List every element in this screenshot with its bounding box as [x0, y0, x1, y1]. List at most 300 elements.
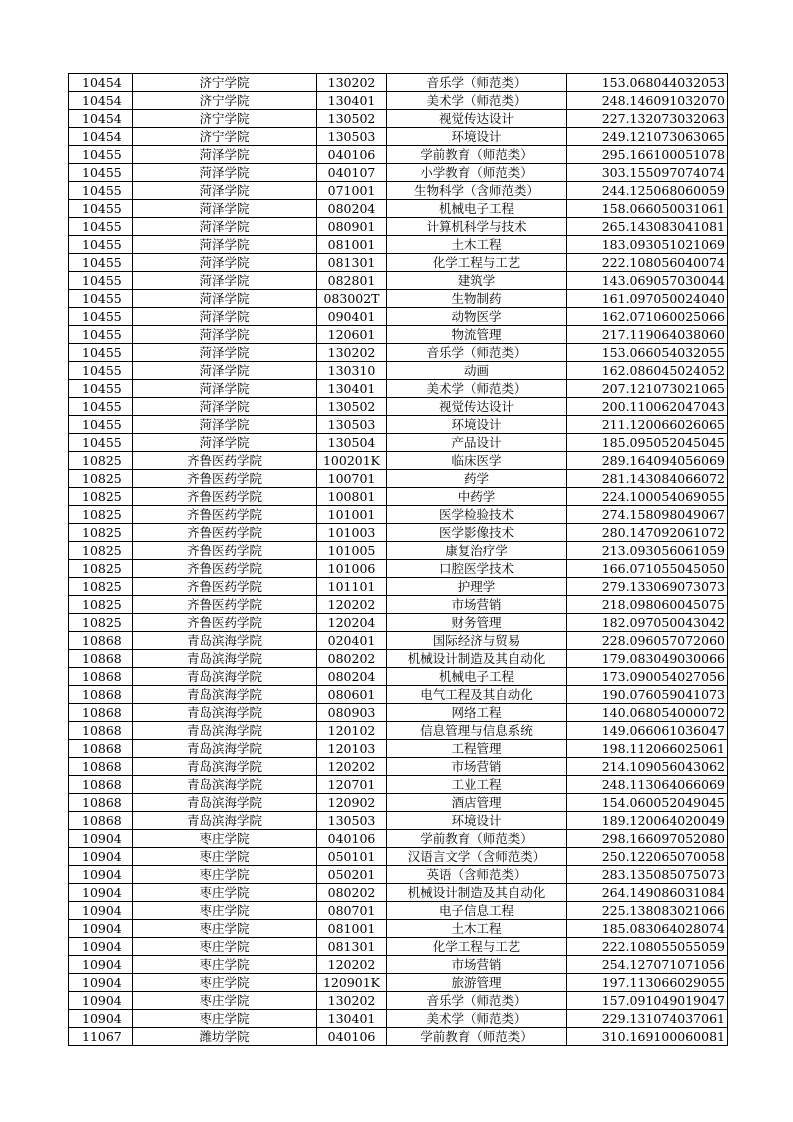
major-code-cell: 080202 [317, 650, 387, 668]
school-code-cell: 10904 [69, 830, 133, 848]
major-name-cell: 土木工程 [387, 920, 567, 938]
table-row [69, 200, 728, 218]
score-cell: 222.108055055059 [567, 938, 728, 956]
major-code-cell: 101001 [317, 506, 387, 524]
school-name-cell: 齐鲁医药学院 [133, 614, 317, 632]
school-code-cell: 10455 [69, 272, 133, 290]
major-code-cell: 081001 [317, 236, 387, 254]
major-name-cell: 美术学（师范类） [387, 380, 567, 398]
school-code-cell: 10455 [69, 434, 133, 452]
table-row [69, 848, 728, 866]
major-name-cell: 财务管理 [387, 614, 567, 632]
school-name-cell: 青岛滨海学院 [133, 686, 317, 704]
major-name-cell: 环境设计 [387, 128, 567, 146]
score-cell: 227.132073032063 [567, 110, 728, 128]
table-row [69, 740, 728, 758]
major-code-cell: 083002T [317, 290, 387, 308]
major-name-cell: 英语（含师范类） [387, 866, 567, 884]
school-code-cell: 10825 [69, 470, 133, 488]
score-cell: 182.097050043042 [567, 614, 728, 632]
table-row [69, 380, 728, 398]
major-code-cell: 050101 [317, 848, 387, 866]
major-name-cell: 医学影像技术 [387, 524, 567, 542]
major-name-cell: 网络工程 [387, 704, 567, 722]
major-name-cell: 汉语言文学（含师范类） [387, 848, 567, 866]
school-name-cell: 枣庄学院 [133, 884, 317, 902]
table-row [69, 362, 728, 380]
school-code-cell: 10455 [69, 308, 133, 326]
table-row [69, 560, 728, 578]
school-code-cell: 10868 [69, 758, 133, 776]
score-cell: 197.113066029055 [567, 974, 728, 992]
score-cell: 162.086045024052 [567, 362, 728, 380]
school-code-cell: 10868 [69, 704, 133, 722]
school-code-cell: 10904 [69, 992, 133, 1010]
score-cell: 279.133069073073 [567, 578, 728, 596]
score-cell: 274.158098049067 [567, 506, 728, 524]
table-row [69, 812, 728, 830]
table-row [69, 272, 728, 290]
school-code-cell: 10868 [69, 794, 133, 812]
school-code-cell: 10455 [69, 254, 133, 272]
school-name-cell: 青岛滨海学院 [133, 704, 317, 722]
major-name-cell: 口腔医学技术 [387, 560, 567, 578]
school-code-cell: 10904 [69, 848, 133, 866]
major-code-cell: 040107 [317, 164, 387, 182]
school-code-cell: 10455 [69, 398, 133, 416]
school-name-cell: 枣庄学院 [133, 848, 317, 866]
major-code-cell: 130503 [317, 812, 387, 830]
table-row [69, 866, 728, 884]
school-code-cell: 10455 [69, 416, 133, 434]
table-row [69, 128, 728, 146]
score-cell: 183.093051021069 [567, 236, 728, 254]
major-code-cell: 120202 [317, 596, 387, 614]
major-name-cell: 机械电子工程 [387, 668, 567, 686]
score-cell: 166.071055045050 [567, 560, 728, 578]
table-row [69, 578, 728, 596]
school-name-cell: 枣庄学院 [133, 902, 317, 920]
school-code-cell: 11067 [69, 1028, 133, 1046]
score-cell: 158.066050031061 [567, 200, 728, 218]
school-code-cell: 10868 [69, 740, 133, 758]
table-row [69, 596, 728, 614]
school-code-cell: 10868 [69, 776, 133, 794]
major-name-cell: 音乐学（师范类） [387, 344, 567, 362]
major-name-cell: 视觉传达设计 [387, 110, 567, 128]
school-code-cell: 10455 [69, 164, 133, 182]
table-row [69, 236, 728, 254]
major-name-cell: 音乐学（师范类） [387, 992, 567, 1010]
school-name-cell: 枣庄学院 [133, 1010, 317, 1028]
table-row [69, 704, 728, 722]
score-cell: 254.127071071056 [567, 956, 728, 974]
major-code-cell: 050201 [317, 866, 387, 884]
score-cell: 213.093056061059 [567, 542, 728, 560]
school-code-cell: 10904 [69, 866, 133, 884]
table-row [69, 920, 728, 938]
score-cell: 289.164094056069 [567, 452, 728, 470]
school-code-cell: 10455 [69, 236, 133, 254]
school-name-cell: 济宁学院 [133, 92, 317, 110]
major-code-cell: 120202 [317, 758, 387, 776]
score-cell: 189.120064020049 [567, 812, 728, 830]
major-code-cell: 090401 [317, 308, 387, 326]
school-code-cell: 10454 [69, 92, 133, 110]
table-row [69, 938, 728, 956]
major-name-cell: 土木工程 [387, 236, 567, 254]
major-code-cell: 080204 [317, 200, 387, 218]
score-cell: 222.108056040074 [567, 254, 728, 272]
major-code-cell: 101003 [317, 524, 387, 542]
major-code-cell: 080903 [317, 704, 387, 722]
major-code-cell: 120701 [317, 776, 387, 794]
school-name-cell: 菏泽学院 [133, 362, 317, 380]
table-row [69, 398, 728, 416]
major-code-cell: 130502 [317, 110, 387, 128]
school-name-cell: 济宁学院 [133, 128, 317, 146]
score-cell: 218.098060045075 [567, 596, 728, 614]
score-cell: 264.149086031084 [567, 884, 728, 902]
school-code-cell: 10868 [69, 632, 133, 650]
school-name-cell: 菏泽学院 [133, 398, 317, 416]
table-row [69, 254, 728, 272]
major-code-cell: 130503 [317, 128, 387, 146]
major-name-cell: 学前教育（师范类） [387, 1028, 567, 1046]
major-code-cell: 130502 [317, 398, 387, 416]
score-cell: 157.091049019047 [567, 992, 728, 1010]
major-name-cell: 产品设计 [387, 434, 567, 452]
major-name-cell: 音乐学（师范类） [387, 74, 567, 92]
score-cell: 248.146091032070 [567, 92, 728, 110]
table-row [69, 902, 728, 920]
major-code-cell: 040106 [317, 146, 387, 164]
school-code-cell: 10825 [69, 614, 133, 632]
major-name-cell: 中药学 [387, 488, 567, 506]
major-name-cell: 市场营销 [387, 596, 567, 614]
major-code-cell: 130310 [317, 362, 387, 380]
school-name-cell: 菏泽学院 [133, 182, 317, 200]
major-name-cell: 临床医学 [387, 452, 567, 470]
score-cell: 224.100054069055 [567, 488, 728, 506]
major-name-cell: 生物科学（含师范类） [387, 182, 567, 200]
school-code-cell: 10825 [69, 596, 133, 614]
table-row [69, 722, 728, 740]
major-code-cell: 040106 [317, 830, 387, 848]
major-code-cell: 080204 [317, 668, 387, 686]
school-code-cell: 10455 [69, 326, 133, 344]
table-row [69, 974, 728, 992]
school-code-cell: 10825 [69, 560, 133, 578]
major-name-cell: 药学 [387, 470, 567, 488]
major-name-cell: 护理学 [387, 578, 567, 596]
score-cell: 153.066054032055 [567, 344, 728, 362]
table-row [69, 182, 728, 200]
score-cell: 310.169100060081 [567, 1028, 728, 1046]
school-name-cell: 济宁学院 [133, 110, 317, 128]
major-name-cell: 视觉传达设计 [387, 398, 567, 416]
major-name-cell: 工程管理 [387, 740, 567, 758]
school-name-cell: 枣庄学院 [133, 974, 317, 992]
school-code-cell: 10868 [69, 650, 133, 668]
score-cell: 244.125068060059 [567, 182, 728, 200]
major-name-cell: 机械电子工程 [387, 200, 567, 218]
table-row [69, 668, 728, 686]
school-code-cell: 10455 [69, 290, 133, 308]
major-name-cell: 美术学（师范类） [387, 92, 567, 110]
school-name-cell: 青岛滨海学院 [133, 776, 317, 794]
table-row [69, 488, 728, 506]
major-name-cell: 生物制药 [387, 290, 567, 308]
score-cell: 143.069057030044 [567, 272, 728, 290]
score-cell: 281.143084066072 [567, 470, 728, 488]
school-code-cell: 10904 [69, 920, 133, 938]
school-code-cell: 10455 [69, 380, 133, 398]
major-code-cell: 130401 [317, 92, 387, 110]
major-name-cell: 环境设计 [387, 812, 567, 830]
major-name-cell: 工业工程 [387, 776, 567, 794]
school-name-cell: 菏泽学院 [133, 254, 317, 272]
major-code-cell: 101005 [317, 542, 387, 560]
major-code-cell: 071001 [317, 182, 387, 200]
major-code-cell: 101006 [317, 560, 387, 578]
school-code-cell: 10825 [69, 452, 133, 470]
major-name-cell: 机械设计制造及其自动化 [387, 650, 567, 668]
score-cell: 283.135085075073 [567, 866, 728, 884]
major-code-cell: 120102 [317, 722, 387, 740]
major-code-cell: 130504 [317, 434, 387, 452]
major-name-cell: 电子信息工程 [387, 902, 567, 920]
school-name-cell: 菏泽学院 [133, 164, 317, 182]
school-name-cell: 青岛滨海学院 [133, 632, 317, 650]
school-name-cell: 青岛滨海学院 [133, 794, 317, 812]
score-cell: 173.090054027056 [567, 668, 728, 686]
score-cell: 228.096057072060 [567, 632, 728, 650]
table-row [69, 1028, 728, 1046]
school-name-cell: 齐鲁医药学院 [133, 578, 317, 596]
school-code-cell: 10455 [69, 146, 133, 164]
school-code-cell: 10825 [69, 542, 133, 560]
table-row [69, 290, 728, 308]
major-name-cell: 物流管理 [387, 326, 567, 344]
major-name-cell: 建筑学 [387, 272, 567, 290]
school-code-cell: 10868 [69, 686, 133, 704]
table-row [69, 146, 728, 164]
major-name-cell: 环境设计 [387, 416, 567, 434]
major-code-cell: 130401 [317, 380, 387, 398]
major-name-cell: 学前教育（师范类） [387, 146, 567, 164]
school-name-cell: 菏泽学院 [133, 200, 317, 218]
school-name-cell: 青岛滨海学院 [133, 812, 317, 830]
table-row [69, 614, 728, 632]
school-code-cell: 10825 [69, 524, 133, 542]
major-name-cell: 电气工程及其自动化 [387, 686, 567, 704]
score-cell: 140.068054000072 [567, 704, 728, 722]
major-code-cell: 130202 [317, 74, 387, 92]
school-code-cell: 10455 [69, 200, 133, 218]
major-code-cell: 120204 [317, 614, 387, 632]
score-cell: 265.143083041081 [567, 218, 728, 236]
major-code-cell: 100201K [317, 452, 387, 470]
table-row [69, 110, 728, 128]
school-name-cell: 菏泽学院 [133, 290, 317, 308]
school-name-cell: 齐鲁医药学院 [133, 596, 317, 614]
score-cell: 280.147092061072 [567, 524, 728, 542]
school-name-cell: 济宁学院 [133, 74, 317, 92]
major-name-cell: 机械设计制造及其自动化 [387, 884, 567, 902]
table-row [69, 326, 728, 344]
school-name-cell: 青岛滨海学院 [133, 740, 317, 758]
school-code-cell: 10904 [69, 956, 133, 974]
major-name-cell: 化学工程与工艺 [387, 254, 567, 272]
school-name-cell: 菏泽学院 [133, 380, 317, 398]
school-code-cell: 10868 [69, 668, 133, 686]
school-code-cell: 10454 [69, 110, 133, 128]
table-row [69, 542, 728, 560]
score-cell: 161.097050024040 [567, 290, 728, 308]
school-code-cell: 10825 [69, 578, 133, 596]
major-code-cell: 120601 [317, 326, 387, 344]
school-name-cell: 菏泽学院 [133, 236, 317, 254]
table-row [69, 506, 728, 524]
score-cell: 249.121073063065 [567, 128, 728, 146]
major-code-cell: 120103 [317, 740, 387, 758]
school-code-cell: 10455 [69, 218, 133, 236]
score-cell: 179.083049030066 [567, 650, 728, 668]
major-code-cell: 130202 [317, 344, 387, 362]
school-name-cell: 枣庄学院 [133, 866, 317, 884]
score-cell: 211.120066026065 [567, 416, 728, 434]
school-name-cell: 齐鲁医药学院 [133, 488, 317, 506]
score-cell: 190.076059041073 [567, 686, 728, 704]
major-code-cell: 020401 [317, 632, 387, 650]
major-code-cell: 120202 [317, 956, 387, 974]
major-code-cell: 130503 [317, 416, 387, 434]
table-row [69, 794, 728, 812]
major-name-cell: 美术学（师范类） [387, 1010, 567, 1028]
school-name-cell: 青岛滨海学院 [133, 668, 317, 686]
major-name-cell: 旅游管理 [387, 974, 567, 992]
school-name-cell: 齐鲁医药学院 [133, 524, 317, 542]
table-row [69, 164, 728, 182]
table-row [69, 776, 728, 794]
major-code-cell: 081001 [317, 920, 387, 938]
major-name-cell: 国际经济与贸易 [387, 632, 567, 650]
school-name-cell: 菏泽学院 [133, 434, 317, 452]
table-row [69, 416, 728, 434]
table-row [69, 650, 728, 668]
school-code-cell: 10904 [69, 974, 133, 992]
major-name-cell: 信息管理与信息系统 [387, 722, 567, 740]
score-table-body [69, 74, 728, 1046]
school-code-cell: 10904 [69, 938, 133, 956]
major-code-cell: 080701 [317, 902, 387, 920]
major-code-cell: 100701 [317, 470, 387, 488]
school-code-cell: 10455 [69, 344, 133, 362]
score-cell: 295.166100051078 [567, 146, 728, 164]
table-row [69, 830, 728, 848]
school-code-cell: 10825 [69, 506, 133, 524]
school-code-cell: 10868 [69, 722, 133, 740]
school-name-cell: 青岛滨海学院 [133, 650, 317, 668]
major-code-cell: 082801 [317, 272, 387, 290]
school-name-cell: 菏泽学院 [133, 326, 317, 344]
school-name-cell: 青岛滨海学院 [133, 758, 317, 776]
school-code-cell: 10454 [69, 128, 133, 146]
school-name-cell: 枣庄学院 [133, 830, 317, 848]
major-name-cell: 动画 [387, 362, 567, 380]
table-row [69, 758, 728, 776]
score-cell: 214.109056043062 [567, 758, 728, 776]
school-name-cell: 菏泽学院 [133, 218, 317, 236]
score-table [68, 73, 728, 1046]
score-cell: 207.121073021065 [567, 380, 728, 398]
school-name-cell: 齐鲁医药学院 [133, 560, 317, 578]
major-code-cell: 100801 [317, 488, 387, 506]
school-name-cell: 菏泽学院 [133, 416, 317, 434]
table-row [69, 470, 728, 488]
school-code-cell: 10455 [69, 362, 133, 380]
score-cell: 162.071060025066 [567, 308, 728, 326]
major-code-cell: 120901K [317, 974, 387, 992]
major-code-cell: 130401 [317, 1010, 387, 1028]
table-row [69, 74, 728, 92]
school-code-cell: 10904 [69, 902, 133, 920]
major-code-cell: 080202 [317, 884, 387, 902]
major-name-cell: 康复治疗学 [387, 542, 567, 560]
major-code-cell: 040106 [317, 1028, 387, 1046]
score-cell: 198.112066025061 [567, 740, 728, 758]
table-row [69, 344, 728, 362]
table-row [69, 434, 728, 452]
school-name-cell: 菏泽学院 [133, 146, 317, 164]
major-name-cell: 动物医学 [387, 308, 567, 326]
table-row [69, 686, 728, 704]
school-name-cell: 齐鲁医药学院 [133, 452, 317, 470]
score-cell: 225.138083021066 [567, 902, 728, 920]
school-name-cell: 枣庄学院 [133, 938, 317, 956]
school-name-cell: 青岛滨海学院 [133, 722, 317, 740]
table-row [69, 452, 728, 470]
school-name-cell: 枣庄学院 [133, 956, 317, 974]
major-code-cell: 081301 [317, 254, 387, 272]
major-code-cell: 080901 [317, 218, 387, 236]
school-code-cell: 10868 [69, 812, 133, 830]
major-name-cell: 计算机科学与技术 [387, 218, 567, 236]
table-row [69, 956, 728, 974]
school-name-cell: 枣庄学院 [133, 992, 317, 1010]
school-code-cell: 10904 [69, 884, 133, 902]
school-name-cell: 菏泽学院 [133, 272, 317, 290]
school-name-cell: 潍坊学院 [133, 1028, 317, 1046]
score-cell: 250.122065070058 [567, 848, 728, 866]
table-row [69, 524, 728, 542]
score-cell: 153.068044032053 [567, 74, 728, 92]
score-cell: 149.066061036047 [567, 722, 728, 740]
major-code-cell: 120902 [317, 794, 387, 812]
score-cell: 298.166097052080 [567, 830, 728, 848]
school-code-cell: 10904 [69, 1010, 133, 1028]
score-cell: 303.155097074074 [567, 164, 728, 182]
score-cell: 217.119064038060 [567, 326, 728, 344]
school-name-cell: 齐鲁医药学院 [133, 542, 317, 560]
table-row [69, 1010, 728, 1028]
school-name-cell: 齐鲁医药学院 [133, 506, 317, 524]
score-cell: 229.131074037061 [567, 1010, 728, 1028]
major-code-cell: 080601 [317, 686, 387, 704]
school-name-cell: 枣庄学院 [133, 920, 317, 938]
major-name-cell: 医学检验技术 [387, 506, 567, 524]
